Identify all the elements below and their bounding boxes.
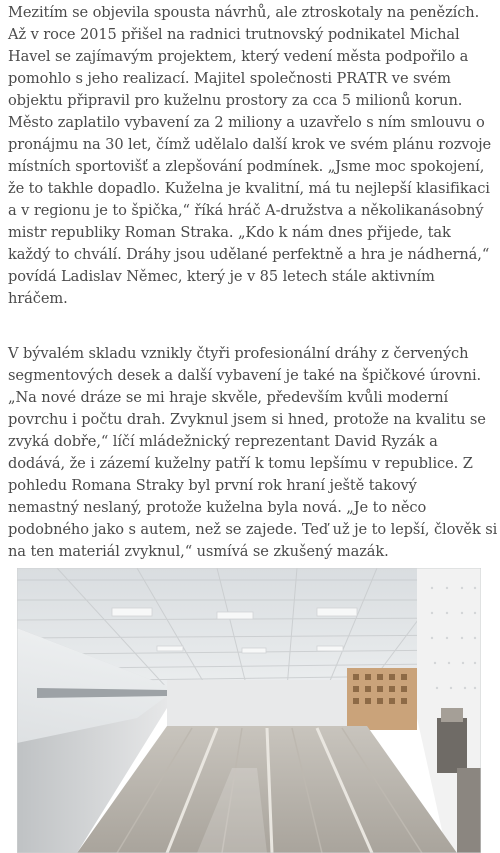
paragraph-line: hráčem. <box>8 290 68 307</box>
paragraph-line: dodává, že i zázemí kuželny patří k tomu lepšímu v republice. Z <box>8 455 473 472</box>
bowling-alley-photo <box>17 568 481 853</box>
paragraph-line: každý to chválí. Dráhy jsou udělané perfektně a hra je nádherná,“ <box>8 246 490 263</box>
paragraph-line: že to takhle dopadlo. Kuželna je kvalitní, má tu nejlepší klasifikaci <box>8 180 490 197</box>
paragraph-line: a v regionu je to špička,“ říká hráč A-družstva a několikanásobný <box>8 202 484 219</box>
paragraph-line: Mezitím se objevila spousta návrhů, ale ztroskotaly na penězích. <box>8 4 480 21</box>
paragraph-line: Havel se zajímavým projektem, který vedení města podpořilo a <box>8 48 469 65</box>
paragraph-1 <box>0 2 497 310</box>
paragraph-line: objektu připravil pro kuželnu prostory za cca 5 milionů korun. <box>8 92 463 109</box>
paragraph-line: nemastný neslaný, protože kuželna byla nová. „Je to něco <box>8 499 427 516</box>
paragraph-line: „Na nové dráze se mi hraje skvěle, především kvůli moderní <box>8 389 449 406</box>
paragraph-line: na ten materiál zvyknul,“ usmívá se zkušený mazák. <box>8 543 389 560</box>
paragraph-line: pomohlo s jeho realizací. Majitel společnosti PRATR ve svém <box>8 70 451 87</box>
paragraph-line: segmentových desek a další vybavení je také na špičkové úrovni. <box>8 367 482 384</box>
paragraph-line: podobného jako s autem, než se zajede. Teď už je to lepší, člověk si <box>8 521 498 538</box>
paragraph-line: Až v roce 2015 přišel na radnici trutnovský podnikatel Michal <box>8 26 460 43</box>
paragraph-line: mistr republiky Roman Straka. „Kdo k nám dnes přijede, tak <box>8 224 451 241</box>
paragraph-line: pronájmu na 30 let, čímž udělalo další krok ve svém plánu rozvoje <box>8 136 492 153</box>
paragraph-line: pohledu Romana Straky byl první rok hraní ještě takový <box>8 477 417 494</box>
paragraph-2 <box>0 343 500 563</box>
paragraph-line: Město zaplatilo vybavení za 2 miliony a uzavřelo s ním smlouvu o <box>8 114 485 131</box>
paragraph-line: povídá Ladislav Němec, který je v 85 letech stále aktivním <box>8 268 435 285</box>
paragraph-line: povrchu i počtu drah. Zvyknul jsem si hned, protože na kvalitu se <box>8 411 486 428</box>
paragraph-line: V bývalém skladu vznikly čtyři profesionální dráhy z červených <box>8 345 469 362</box>
paragraph-line: zvyká dobře,“ líčí mládežnický reprezentant David Ryzák a <box>8 433 438 450</box>
paragraph-line: místních sportovišť a zlepšování podmínek. „Jsme moc spokojení, <box>8 158 485 175</box>
